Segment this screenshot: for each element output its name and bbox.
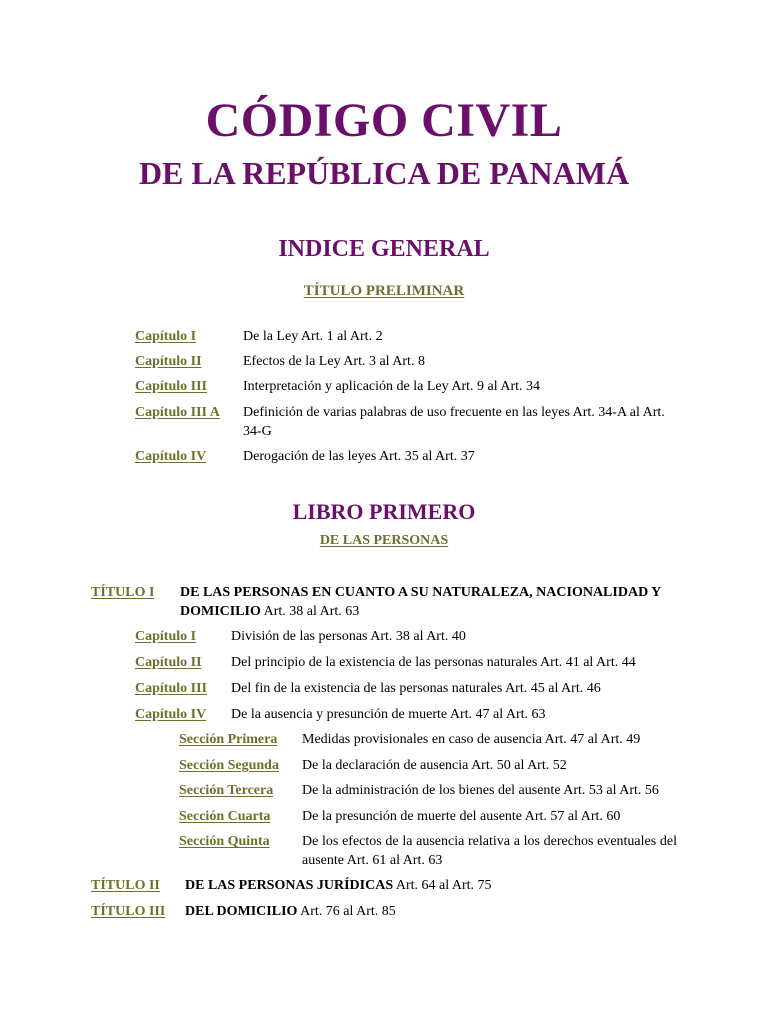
chapter-description: Interpretación y aplicación de la Ley Art. 9 al Art. 34 (243, 379, 541, 394)
de-las-personas-link[interactable]: DE LAS PERSONAS (319, 533, 449, 548)
titulo-3-link[interactable]: TÍTULO III (91, 904, 166, 919)
chapter-description: Definición de varias palabras de uso frecuente en las leyes Art. 34-A al Art. 34-G (243, 405, 665, 439)
chapter-link-1[interactable]: Capítulo I (135, 329, 197, 344)
chapter-description: De la Ley Art. 1 al Art. 2 (243, 329, 383, 344)
chapter-link-3a[interactable]: Capítulo III A (135, 405, 220, 420)
titulo-preliminar-link[interactable]: TÍTULO PRELIMINAR (303, 283, 465, 299)
titulo-2-name: DE LAS PERSONAS JURÍDICAS (185, 878, 394, 893)
t1-chapter-link-1[interactable]: Capítulo I (135, 629, 197, 644)
titulo-3-description (185, 902, 396, 921)
section-description: De la presunción de muerte del ausente Art. 57 al Art. 60 (302, 809, 621, 824)
section-description: De los efectos de la ausencia relativa a los derechos eventuales del ausente Art. 61 al Art. 63 (302, 834, 677, 868)
titulo-1-link[interactable]: TÍTULO I (91, 585, 155, 600)
titulo-1-name: DE LAS PERSONAS EN CUANTO A SU NATURALEZA, NACIONALIDAD Y DOMICILIO (180, 585, 661, 619)
titulo-3-name: DEL DOMICILIO (185, 904, 298, 919)
titulo-1-description (180, 583, 685, 621)
titulo-3-articles: Art. 76 al Art. 85 (297, 904, 396, 919)
chapter-link-4[interactable]: Capítulo IV (135, 449, 207, 464)
section-description: De la declaración de ausencia Art. 50 al Art. 52 (302, 758, 567, 773)
chapter-link-3[interactable]: Capítulo III (135, 379, 207, 394)
t1-chapter-link-3[interactable]: Capítulo III (135, 681, 207, 696)
index-heading: INDICE GENERAL (278, 236, 490, 262)
chapter-description: División de las personas Art. 38 al Art. 40 (231, 629, 466, 644)
section-description: De la administración de los bienes del ausente Art. 53 al Art. 56 (302, 783, 659, 798)
libro-primero-heading: LIBRO PRIMERO (292, 499, 476, 524)
section-link-4[interactable]: Sección Cuarta (179, 809, 271, 824)
section-description: Medidas provisionales en caso de ausencia Art. 47 al Art. 49 (302, 732, 641, 747)
titulo-1-articles: Art. 38 al Art. 63 (260, 604, 360, 619)
page-title: CÓDIGO CIVIL (205, 94, 563, 147)
section-link-2[interactable]: Sección Segunda (179, 758, 279, 773)
section-link-1[interactable]: Sección Primera (179, 732, 278, 747)
chapter-description: Derogación de las leyes Art. 35 al Art. 37 (243, 449, 475, 464)
chapter-description: Del fin de la existencia de las personas naturales Art. 45 al Art. 46 (231, 681, 601, 696)
t1-chapter-link-2[interactable]: Capítulo II (135, 655, 202, 670)
titulo-2-link[interactable]: TÍTULO II (91, 878, 160, 893)
section-link-5[interactable]: Sección Quinta (179, 834, 270, 849)
titulo-preliminar-container (0, 283, 768, 300)
t1-chapter-link-4[interactable]: Capítulo IV (135, 707, 207, 722)
chapter-description: Del principio de la existencia de las personas naturales Art. 41 al Art. 44 (231, 655, 636, 670)
de-las-personas-container (0, 533, 768, 549)
chapter-description: De la ausencia y presunción de muerte Art. 47 al Art. 63 (231, 707, 546, 722)
section-link-3[interactable]: Sección Tercera (179, 783, 274, 798)
chapter-link-2[interactable]: Capítulo II (135, 354, 202, 369)
titulo-2-articles: Art. 64 al Art. 75 (393, 878, 492, 893)
chapter-description: Efectos de la Ley Art. 3 al Art. 8 (243, 354, 425, 369)
titulo-2-description (185, 876, 492, 895)
page-subtitle: DE LA REPÚBLICA DE PANAMÁ (138, 155, 630, 191)
